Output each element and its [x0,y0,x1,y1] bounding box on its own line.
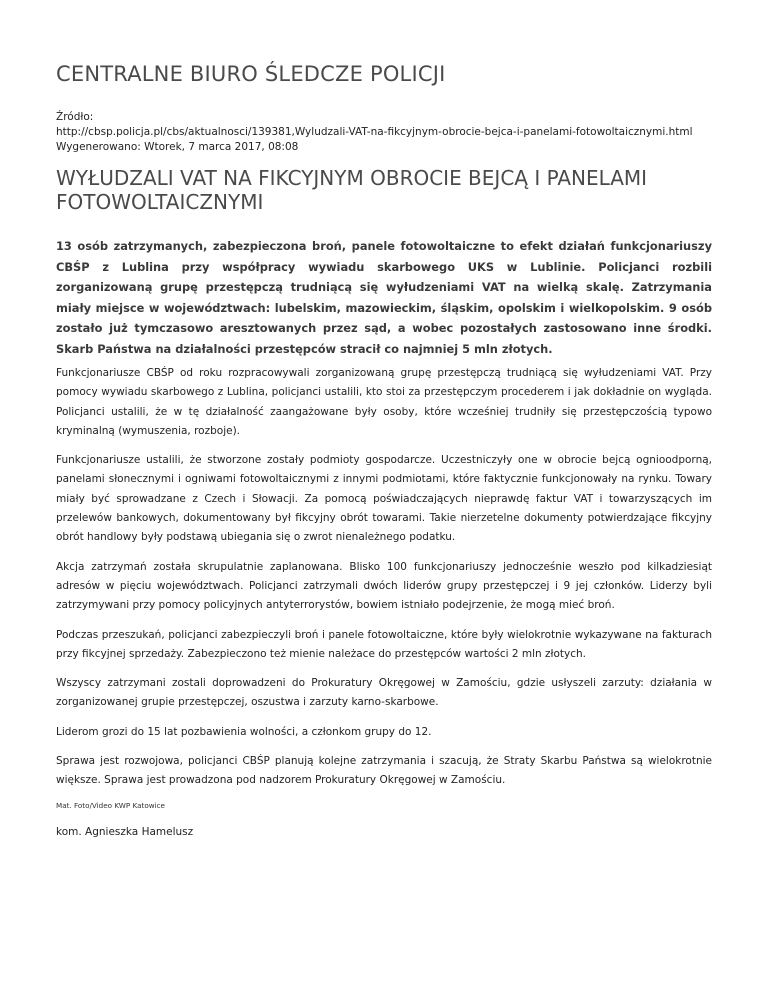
generated-date: Wygenerowano: Wtorek, 7 marca 2017, 08:08 [56,141,299,153]
document-meta [56,110,693,155]
article-author: kom. Agnieszka Hamelusz [56,825,194,838]
article-title: WYŁUDZALI VAT NA FIKCYJNYM OBROCIE BEJCĄ I PANELAMI FOTOWOLTAICZNYMI [56,166,648,214]
photo-credit: Mat. Foto/Video KWP Katowice [56,800,165,810]
article-paragraph: Wszyscy zatrzymani zostali doprowadzeni do Prokuratury Okręgowej w Zamościu, gdzie usłyszeli zarzuty: działania w zorganizowanej grupie przestępczej, oszustwa i zarzuty karno-skarbowe. [56,677,712,709]
source-label: Źródło: [56,111,94,123]
article-paragraph: Podczas przeszukań, policjanci zabezpieczyli broń i panele fotowoltaiczne, które były wielokrotnie wykazywane na fakturach przy fikcyjnej sprzedaży. Zabezpieczono też mienie należace do przestępców wartości 2 mln złotych. [56,628,712,660]
article-paragraph: Funkcjonariusze ustalili, że stworzone zostały podmioty gospodarcze. Uczestniczyły one w obrocie bejcą ognioodporną, panelami słonecznymi i ogniwami fotowoltaicznymi z innymi podmiotami, które faktycznie funkcjonowały na rynku. Towary miały być sprowadzane z Czech i Słowacji. Za pomocą poświadczających nieprawdę faktur VAT i towarzyszących im przelewów bankowych, dokumentowany był fikcyjny obrót towarami. Takie nierzetelne dokumenty potwierdzające fikcyjny obrót handlowy były podstawą ubiegania się o zwrot nienależnego podatku. [56,454,712,544]
site-title: CENTRALNE BIURO ŚLEDCZE POLICJI [56,62,446,86]
article-paragraph: Sprawa jest rozwojowa, policjanci CBŚP planują kolejne zatrzymania i szacują, że Straty Skarbu Państwa są wielokrotnie większe. Sprawa jest prowadzona pod nadzorem Prokuratury Okręgowej w Zamościu. [56,755,712,787]
article-lead: 13 osób zatrzymanych, zabezpieczona broń, panele fotowoltaiczne to efekt działań funkcjonariuszy CBŚP z Lublina przy współpracy wywiadu skarbowego UKS w Lublinie. Policjanci rozbili zorganizowaną grupę przestępczą trudniącą się wyłudzeniami VAT na wielką skalę. Zatrzymania miały miejsce w województwach: lubelskim, mazowieckim, śląskim, opolskim i wielkopolskim. 9 osób zostało już tymczasowo aresztowanych przez sąd, a wobec pozostałych zastosowano inne środki. Skarb Państwa na działalności przestępców stracił co najmniej 5 mln złotych. [56,239,712,356]
article-paragraph: Funkcjonariusze CBŚP od roku rozpracowywali zorganizowaną grupę przestępczą trudniącą się wyłudzeniami VAT. Przy pomocy wywiadu skarbowego z Lublina, policjanci ustalili, kto stoi za przestępczym procederem i jak dokładnie on wygląda. Policjanci ustalili, że w tę działalność zaangażowane były osoby, które wcześniej trudniły się przestępczością typowo kryminalną (wymuszenia, rozboje). [56,367,712,437]
source-url: http://cbsp.policja.pl/cbs/aktualnosci/139381,Wyludzali-VAT-na-fikcyjnym-obrocie-bejca-i-panelami-fotowoltaicznymi.html [56,126,693,138]
article-body [56,364,712,838]
article-paragraph: Liderom grozi do 15 lat pozbawienia wolności, a członkom grupy do 12. [56,725,432,738]
article-paragraph: Akcja zatrzymań została skrupulatnie zaplanowana. Blisko 100 funkcjonariuszy jednocześnie weszło pod kilkadziesiąt adresów w pięciu województwach. Policjanci zatrzymali dwóch liderów grupy przestępczej i 9 jej członków. Liderzy byli zatrzymywani przy pomocy policyjnych antyterrorystów, bowiem istniało podejrzenie, że mogą mieć broń. [56,560,712,612]
